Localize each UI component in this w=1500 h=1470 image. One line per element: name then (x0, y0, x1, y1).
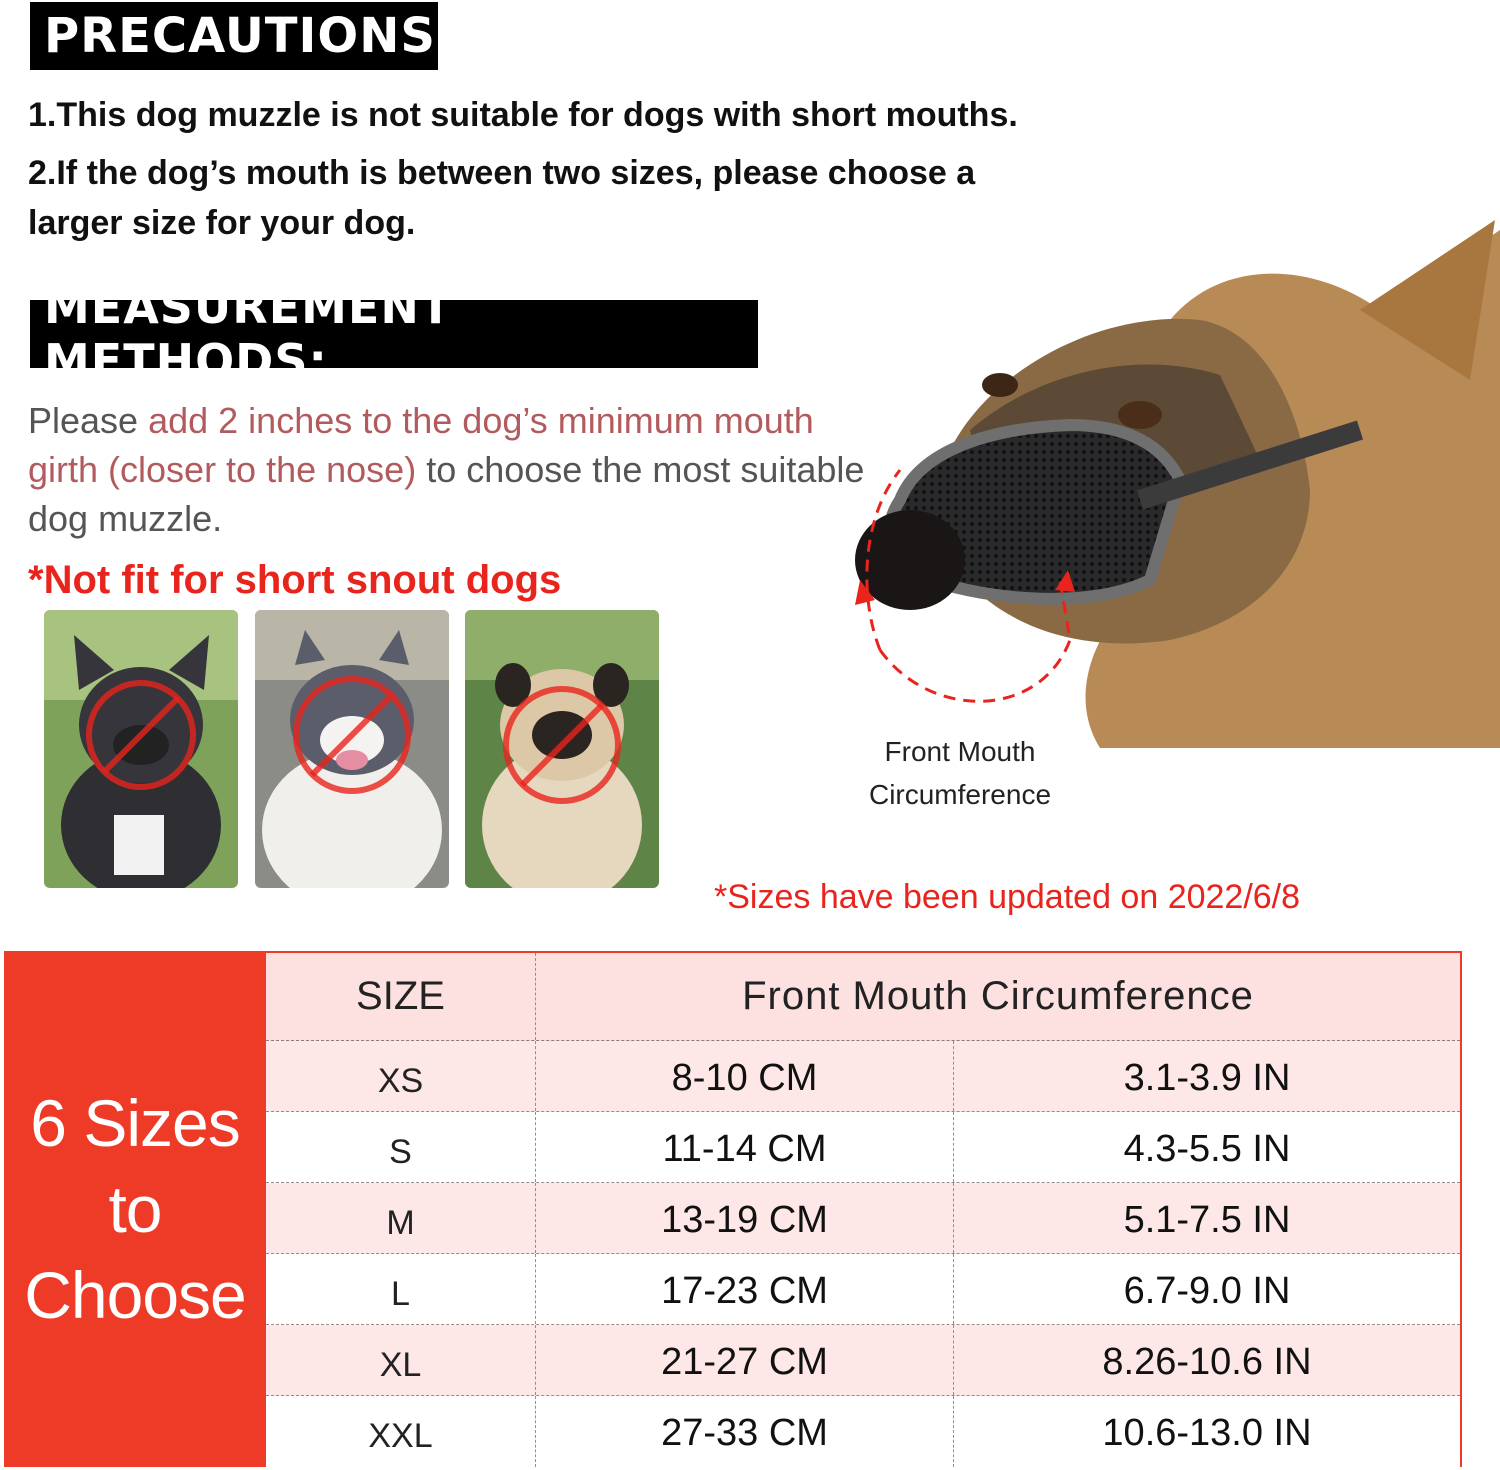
size-panel-line-3: Choose (24, 1258, 246, 1332)
size-cell: S (266, 1112, 536, 1182)
precaution-item-1: 1.This dog muzzle is not suitable for dogs with short mouths. (28, 96, 1018, 134)
french-bulldog-photo (44, 610, 238, 888)
cm-cell: 13-19 CM (536, 1183, 954, 1253)
table-row (266, 1396, 1460, 1467)
precaution-item-2-line-1: 2.If the dog’s mouth is between two sizes, please choose a (28, 154, 976, 192)
size-chart-table (266, 951, 1462, 1467)
table-row (266, 1183, 1460, 1254)
size-cell: XL (266, 1325, 536, 1395)
table-row (266, 1112, 1460, 1183)
size-cell: XS (266, 1041, 536, 1111)
in-cell: 3.1-3.9 IN (1123, 1056, 1291, 1099)
measurement-highlight: add 2 inches to the dog’s minimum mouth girth (closer to the nose) (28, 400, 814, 490)
measurement-text-a: Please (28, 400, 149, 441)
sizes-updated-note: *Sizes have been updated on 2022/6/8 (714, 878, 1301, 916)
measurement-text-b: to choose the most suitable dog muzzle. (28, 449, 865, 539)
table-row (266, 1041, 1460, 1112)
in-cell: 6.7-9.0 IN (1123, 1269, 1291, 1312)
cm-cell: 17-23 CM (536, 1254, 954, 1324)
size-cell: L (266, 1254, 536, 1324)
in-cell: 4.3-5.5 IN (1123, 1127, 1291, 1170)
size-panel-line-2: to (108, 1172, 162, 1246)
precautions-heading: PRECAUTIONS: (30, 2, 438, 70)
not-fit-warning: *Not fit for short snout dogs (28, 558, 562, 602)
measurement-instructions (28, 396, 868, 543)
cm-cell: 8-10 CM (536, 1041, 954, 1111)
table-row (266, 1254, 1460, 1325)
size-cell: M (266, 1183, 536, 1253)
cm-cell: 21-27 CM (536, 1325, 954, 1395)
photo-caption (840, 730, 1080, 816)
size-cell: XXL (266, 1396, 536, 1467)
muzzled-dog-photo (840, 200, 1500, 748)
cm-cell: 27-33 CM (536, 1396, 954, 1467)
in-cell: 10.6-13.0 IN (1102, 1412, 1312, 1454)
pug-photo (465, 610, 659, 888)
caption-line-2: Circumference (868, 779, 1052, 810)
caption-line-1: Front Mouth (884, 736, 1036, 767)
precaution-item-2-line-2: larger size for your dog. (28, 204, 416, 242)
table-header-row (266, 953, 1460, 1041)
header-front-mouth-circumference: Front Mouth Circumference (742, 974, 1254, 1018)
bully-dog-photo (255, 610, 449, 888)
size-panel-line-1: 6 Sizes (30, 1086, 240, 1160)
table-row (266, 1325, 1460, 1396)
sizes-to-choose-panel (4, 951, 266, 1467)
in-cell: 5.1-7.5 IN (1123, 1198, 1291, 1241)
cm-cell: 11-14 CM (536, 1112, 954, 1182)
in-cell: 8.26-10.6 IN (1102, 1340, 1312, 1383)
measurement-heading: MEASUREMENT METHODS: (30, 300, 758, 368)
header-size: SIZE (266, 953, 536, 1040)
